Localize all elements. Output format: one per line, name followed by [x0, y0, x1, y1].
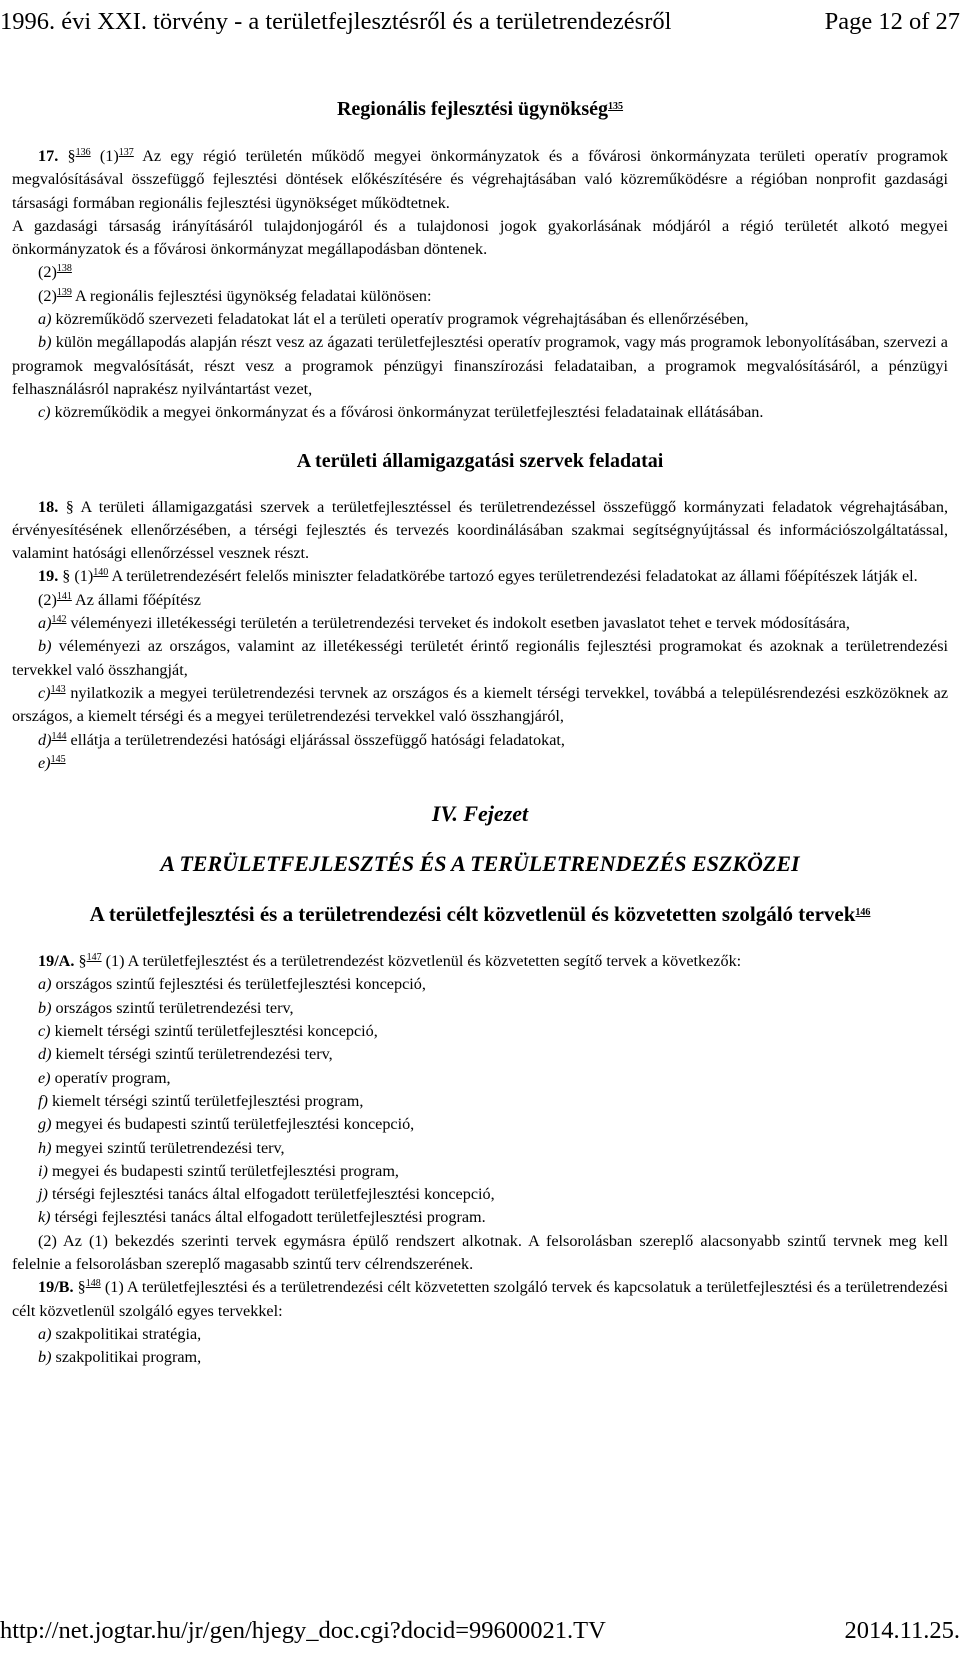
footnote-ref[interactable]: 142: [51, 614, 67, 626]
subsection-number: (1): [74, 567, 94, 586]
item-label: e): [38, 1068, 51, 1087]
paragraph-19a-2: (2) Az (1) bekezdés szerinti tervek egymásra épülő rendszert alkotnak. A felsorolásban szereplő alacsonyabb szintű tervnek meg kell felelnie a felsorolásban szereplő magasabb szintű terv célrendszerének.: [12, 1231, 948, 1273]
paragraph-17-2: [12, 285, 948, 308]
paragraph-17-1: [12, 145, 948, 215]
item-label: j): [38, 1185, 48, 1204]
item-label: c): [38, 1022, 51, 1041]
footnote-ref[interactable]: 148: [85, 1278, 101, 1290]
list-item: [12, 1113, 948, 1136]
item-label: g): [38, 1115, 52, 1134]
footnote-ref[interactable]: 136: [75, 147, 91, 158]
item-label: a): [38, 310, 52, 329]
item-text: térségi fejlesztési tanács által elfogadott területfejlesztési program.: [54, 1208, 486, 1227]
footnote-ref[interactable]: 145: [50, 753, 66, 765]
source-url: http://net.jogtar.hu/jr/gen/hjegy_doc.cgi?docid=99600021.TV: [0, 1617, 606, 1644]
paragraph-text: A területrendezésért felelős miniszter feladatkörébe tartozó egyes területrendezési feladatokat az állami főépítészek látják el.: [111, 567, 918, 586]
paragraph-text: (1) A területfejlesztési és a területrendezési célt közvetetten szolgáló tervek és kapcsolatuk a területfejlesztési és a területrendezési célt közvetlenül szolgáló egyes tervekkel:: [12, 1278, 949, 1320]
paragraph-19-2: [12, 589, 948, 612]
paragraph-text: (1) A területfejlesztést és a területrendezést közvetlenül és közvetetten segítő tervek a következők:: [105, 952, 742, 971]
section-number: 19/A.: [38, 952, 75, 971]
page-footer: [0, 1614, 960, 1648]
item-text: külön megállapodás alapján részt vesz az ágazati területfejlesztési operatív programok, vagy más programok lebonyolításában, szervezi a programok megvalósítását, részt vesz a programok pénzügyi finanszírozási feladataiban, a programok megvalósításáról, a pénzügyi felhasználásról naprakész nyilvántartást vezet,: [12, 333, 948, 398]
item-text: véleményezi az országos, valamint az illetékességi területét érintő regionális fejlesztési programokat és azoknak a területrendezési tervekkel való összhangját,: [12, 637, 949, 679]
list-item: [12, 1090, 948, 1113]
document-body: [12, 96, 948, 1369]
heading-text: Regionális fejlesztési ügynökség: [336, 98, 609, 120]
item-label: h): [38, 1138, 52, 1157]
item-text: kiemelt térségi szintű területrendezési terv,: [55, 1045, 333, 1064]
page-header: [0, 5, 960, 39]
item-label: b): [38, 998, 52, 1017]
chapter-title: A TERÜLETFEJLESZTÉS ÉS A TERÜLETRENDEZÉS ESZKÖZEI: [160, 851, 800, 877]
paragraph-text: Az egy régió területén működő megyei önkormányzatok és a fővárosi önkormányzata területi operatív programok megvalósításával összefüggő fejlesztési döntések előkészítésére és végrehajtásában való közreműködésre a régióban nonprofit gazdasági társasági formában regionális fejlesztési ügynökséget működtetnek.: [12, 147, 949, 212]
list-item: [12, 1206, 948, 1229]
section-sign: §: [77, 1278, 86, 1297]
item-text: megyei szintű területrendezési terv,: [55, 1138, 285, 1157]
item-text: térségi fejlesztési tanács által elfogadott területfejlesztési koncepció,: [51, 1185, 495, 1204]
paragraph-text: A területi államigazgatási szervek a területfejlesztéssel és területrendezéssel összefüggő kormányzati feladatok végrehajtásában, érvényesítésének ellenőrzésében, a térségi fejlesztés és tervezés koordinálásában szakmai segítségnyújtással és információszolgáltatással, valamint hatósági ellenőrzéssel vesznek részt.: [12, 497, 949, 563]
section-heading: [12, 96, 948, 122]
item-text: ellátja a területrendezési hatósági eljárással összefüggő hatósági feladatokat,: [70, 730, 565, 749]
item-label: c): [38, 683, 51, 702]
item-label: a): [38, 975, 52, 994]
list-item: [12, 1346, 948, 1369]
list-item: [12, 1160, 948, 1183]
list-item: [12, 308, 948, 331]
paragraph-text: Az állami főépítész: [75, 590, 201, 609]
print-date: 2014.11.25.: [844, 1617, 960, 1644]
item-label: c): [38, 403, 51, 422]
list-item: [12, 682, 948, 729]
item-text: kiemelt térségi szintű területfejlesztési program,: [51, 1091, 364, 1110]
section-number: 17.: [38, 147, 59, 165]
item-label: d): [38, 730, 52, 749]
list-item: [12, 729, 948, 752]
list-item: [12, 1323, 948, 1346]
item-text: nyilatkozik a megyei területrendezési tervnek az országos és a kiemelt térségi tervekkel, továbbá a településrendezési eszközöknek az országos, a kiemelt térségi és a megyei területrendezési tervekkel való összhangjáról,: [12, 683, 948, 726]
footnote-ref[interactable]: 135: [608, 101, 624, 112]
item-text: szakpolitikai program,: [55, 1348, 202, 1367]
footnote-ref[interactable]: 137: [118, 147, 134, 158]
heading-text: A területfejlesztési és a területrendezési célt közvetlenül és közvetetten szolgáló tervek: [89, 902, 856, 927]
item-text: megyei és budapesti szintű területfejlesztési program,: [51, 1161, 399, 1180]
item-text: közreműködő szervezeti feladatokat lát el a területi operatív programok végrehajtásában és ellenőrzésében,: [55, 310, 749, 329]
item-text: megyei és budapesti szintű területfejlesztési koncepció,: [55, 1115, 415, 1134]
footnote-ref[interactable]: 140: [93, 567, 109, 579]
section-number: 18.: [38, 497, 59, 516]
item-label: a): [38, 614, 52, 633]
subsection-number: (2): [38, 286, 57, 305]
paragraph-19b-1: [12, 1276, 948, 1323]
footnote-ref[interactable]: 138: [56, 263, 72, 275]
list-item: [12, 1043, 948, 1066]
list-item: [12, 1020, 948, 1043]
list-item: [12, 973, 948, 996]
subsection-number: (2): [38, 590, 57, 609]
item-label: k): [38, 1208, 51, 1227]
item-text: közreműködik a megyei önkormányzat és a fővárosi önkormányzat területfejlesztési feladatainak ellátásában.: [54, 403, 764, 422]
subsection-number: (2): [38, 263, 57, 282]
item-label: b): [38, 333, 52, 352]
section-number: 19/B.: [38, 1278, 74, 1297]
paragraph-text: A regionális fejlesztési ügynökség feladatai különösen:: [75, 286, 432, 305]
chapter-number: IV. Fejezet: [431, 801, 529, 827]
footnote-ref[interactable]: 146: [855, 907, 871, 919]
footnote-ref[interactable]: 143: [50, 683, 66, 695]
document-title: 1996. évi XXI. törvény - a területfejlesztésről és a területrendezésről: [0, 8, 672, 35]
footnote-ref[interactable]: 144: [51, 730, 67, 742]
enumerated-list: [12, 973, 948, 1229]
item-text: szakpolitikai stratégia,: [55, 1324, 202, 1343]
list-item: [12, 752, 948, 775]
list-item: [12, 331, 948, 401]
item-label: b): [38, 637, 52, 656]
section-sign: §: [62, 567, 71, 586]
list-item: [12, 612, 948, 635]
list-item: [12, 1067, 948, 1090]
section-number: 19.: [38, 567, 59, 586]
item-text: országos szintű területrendezési terv,: [55, 998, 294, 1017]
paragraph-17-2-repealed: [12, 261, 948, 284]
subsection-number: (1): [99, 147, 119, 165]
list-item: [12, 1137, 948, 1160]
paragraph-18: [12, 496, 948, 566]
list-item: [12, 997, 948, 1020]
paragraph-19-1: [12, 565, 948, 588]
paragraph-19a-1: [12, 950, 948, 973]
footnote-ref[interactable]: 141: [56, 590, 72, 602]
item-label: f): [38, 1091, 48, 1110]
section-sign: §: [65, 497, 74, 516]
footnote-ref[interactable]: 147: [86, 952, 102, 964]
section-sign: §: [67, 147, 76, 165]
item-text: országos szintű fejlesztési és területfejlesztési koncepció,: [55, 975, 426, 994]
item-label: i): [38, 1161, 48, 1180]
item-text: véleményezi illetékességi területén a területrendezési terveket és indokolt esetben javaslatot tehet e tervek módosítására,: [70, 614, 850, 633]
item-text: kiemelt térségi szintű területfejlesztési koncepció,: [54, 1022, 378, 1041]
list-item: [12, 401, 948, 424]
list-item: [12, 635, 948, 682]
item-label: d): [38, 1045, 52, 1064]
item-label: a): [38, 1324, 52, 1343]
page-number: Page 12 of 27: [824, 8, 960, 35]
item-text: operatív program,: [54, 1068, 171, 1087]
paragraph-17-1b: A gazdasági társaság irányításáról tulajdonjogáról és a tulajdonosi jogok gyakorlásának módjáról a régió területét alkotó megyei önkormányzatok és a fővárosi önkormányzat megállapodásban döntenek.: [12, 216, 948, 259]
section-heading: [12, 900, 948, 928]
item-label: b): [38, 1348, 52, 1367]
footnote-ref[interactable]: 139: [56, 286, 72, 298]
list-item: [12, 1183, 948, 1206]
item-label: e): [38, 753, 51, 772]
section-sign: §: [78, 952, 87, 971]
section-heading: A területi államigazgatási szervek feladatai: [296, 449, 664, 472]
